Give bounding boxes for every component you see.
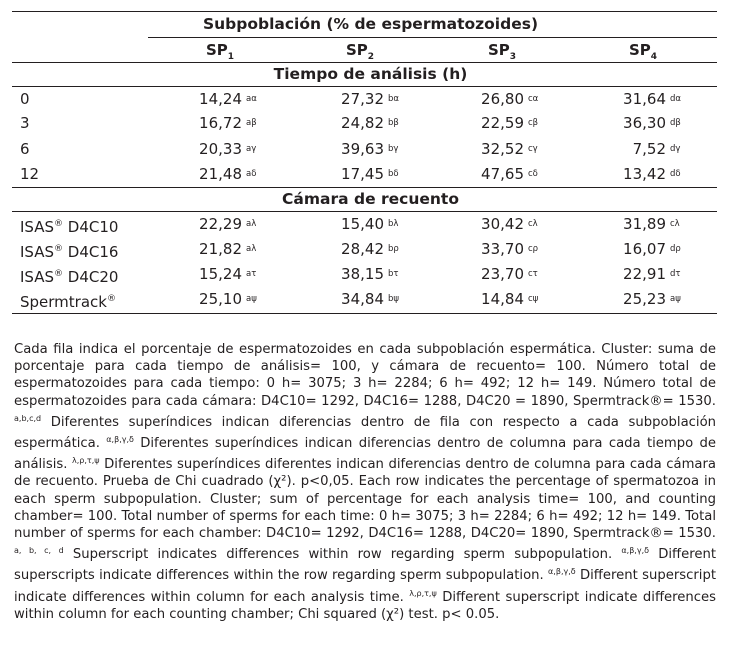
row-label-suffix: D4C20 — [63, 268, 119, 286]
table-title: Subpoblación (% de espermatozoides) — [202, 15, 539, 33]
cell-superscript: aψ — [246, 294, 257, 304]
table-cell — [304, 165, 384, 183]
column-header-subscript: 1 — [227, 52, 235, 62]
row-label-text: 0 — [20, 90, 30, 108]
footnote-text: Diferentes superíndices indican diferencias dentro de columna para cada tiempo de análisis. — [14, 436, 716, 473]
top-rule — [12, 11, 717, 12]
section-heading: Cámara de recuento — [282, 190, 459, 208]
table-cell-superscript — [243, 90, 262, 110]
title-rule — [148, 37, 717, 38]
registered-mark: ® — [54, 244, 64, 254]
cell-value: 22,29 — [199, 215, 242, 233]
cell-superscript: aδ — [246, 169, 257, 179]
cell-superscript: bα — [388, 94, 399, 104]
footnote-text: Diferentes superíndices diferentes indican diferencias dentro de columna para cada cámara de recuento. Prueba de Chi cuadrado (χ²). p<0,05. Each row indicates the percentage of spermatozoa in each sperm subpopulation. Cluster; sum of percentage for each analysis time= 100, and counting chamber= 100. Total number of sperms for each time: 0 h= 3075; 3 h= 2284; 6 h= 492; 12 h= 149. Total number of sperms for each chamber: D4C10= 1292, D4C16= 1288, D4C20= 1890, Spermtrack®= 1530. — [14, 457, 716, 542]
table-cell-superscript — [667, 90, 686, 110]
cell-value: 7,52 — [632, 140, 666, 158]
table-cell — [304, 265, 384, 283]
table-cell-superscript — [385, 290, 404, 310]
table-cell-superscript — [667, 240, 686, 260]
cell-value: 38,15 — [341, 265, 384, 283]
column-header-base: SP — [487, 41, 510, 59]
table-cell — [162, 265, 242, 283]
cell-value: 23,70 — [481, 265, 524, 283]
row-label-suffix: D4C10 — [63, 218, 119, 236]
row-label-text: 12 — [20, 165, 40, 183]
table-cell-superscript — [385, 165, 404, 185]
cell-value: 14,24 — [199, 90, 242, 108]
registered-mark: ® — [106, 294, 116, 304]
cell-value: 13,42 — [623, 165, 666, 183]
table-cell — [586, 290, 666, 308]
cell-value: 15,40 — [341, 215, 384, 233]
table-cell-superscript — [243, 165, 262, 185]
footnote-text: Different superscript indicate differences within column for each analysis time. — [14, 568, 716, 605]
column-header-subscript: 3 — [509, 52, 517, 62]
footnote-text: Superscript indicates differences within row regarding sperm subpopulation. — [63, 547, 622, 563]
table-cell — [304, 240, 384, 258]
cell-value: 16,07 — [623, 240, 666, 258]
table-cell-superscript — [243, 215, 262, 235]
table-cell — [444, 215, 524, 233]
table-cell — [162, 290, 242, 308]
cell-superscript: bτ — [388, 269, 399, 279]
table-cell — [586, 265, 666, 283]
table-cell — [304, 215, 384, 233]
cell-value: 17,45 — [341, 165, 384, 183]
table-cell — [444, 265, 524, 283]
footnote-superscript: α,β,γ,δ — [106, 435, 134, 445]
table-cell-superscript — [525, 265, 544, 285]
section-rule — [12, 187, 717, 188]
table-cell-superscript — [385, 265, 404, 285]
column-header-base: SP — [628, 41, 651, 59]
table-footnote — [14, 341, 716, 623]
cell-superscript: cβ — [528, 118, 539, 128]
footnote-text: Different superscript indicate differences within column for each counting chamber; Chi squared (χ²) test. p< 0.05. — [14, 589, 716, 622]
cell-superscript: cτ — [528, 269, 538, 279]
table-cell-superscript — [385, 240, 404, 260]
cell-value: 27,32 — [341, 90, 384, 108]
cell-value: 21,48 — [199, 165, 242, 183]
cell-value: 21,82 — [199, 240, 242, 258]
cell-value: 34,84 — [341, 290, 384, 308]
cell-value: 30,42 — [481, 215, 524, 233]
row-label — [20, 240, 118, 261]
table-cell-superscript — [525, 290, 544, 310]
row-label — [20, 165, 39, 183]
cell-superscript: bβ — [388, 118, 399, 128]
cell-value: 47,65 — [481, 165, 524, 183]
footnote-superscript: λ,ρ,τ,ψ — [409, 588, 437, 598]
row-label-text: Spermtrack — [20, 293, 107, 311]
table-cell — [586, 90, 666, 108]
cell-superscript: aβ — [246, 118, 257, 128]
table-cell-superscript — [667, 165, 686, 185]
cell-superscript: dα — [670, 94, 681, 104]
section-heading: Tiempo de análisis (h) — [273, 65, 468, 83]
cell-value: 20,33 — [199, 140, 242, 158]
table-cell-superscript — [525, 90, 544, 110]
cell-value: 36,30 — [623, 114, 666, 132]
table-cell — [586, 114, 666, 132]
table-cell — [586, 165, 666, 183]
table-cell — [162, 215, 242, 233]
cell-superscript: aλ — [246, 244, 257, 254]
cell-superscript: bρ — [388, 244, 399, 254]
cell-superscript: bδ — [388, 169, 399, 179]
cell-superscript: cα — [528, 94, 539, 104]
table-cell — [586, 215, 666, 233]
row-label-text: ISAS — [20, 268, 55, 286]
table-cell — [304, 290, 384, 308]
cell-superscript: cλ — [528, 219, 538, 229]
cell-value: 33,70 — [481, 240, 524, 258]
table-cell — [444, 114, 524, 132]
table-cell — [444, 90, 524, 108]
cell-value: 22,91 — [623, 265, 666, 283]
footnote-superscript: a,b,c,d — [14, 413, 42, 423]
table-cell-superscript — [385, 90, 404, 110]
table-cell — [444, 140, 524, 158]
table-cell-superscript — [525, 114, 544, 134]
cell-superscript: dγ — [670, 144, 681, 154]
cell-superscript: dτ — [670, 269, 681, 279]
registered-mark: ® — [54, 269, 64, 279]
table-cell-superscript — [385, 215, 404, 235]
table-cell — [162, 140, 242, 158]
cell-superscript: aλ — [246, 219, 257, 229]
cell-superscript: cλ — [670, 219, 680, 229]
table-cell — [162, 90, 242, 108]
table-cell — [586, 240, 666, 258]
table-cell-superscript — [667, 140, 686, 160]
table-cell-superscript — [243, 290, 262, 310]
table-cell — [444, 290, 524, 308]
cell-superscript: bγ — [388, 144, 399, 154]
section-rule — [12, 62, 717, 63]
cell-value: 14,84 — [481, 290, 524, 308]
cell-value: 25,10 — [199, 290, 242, 308]
table-cell-superscript — [525, 140, 544, 160]
cell-superscript: cψ — [528, 294, 539, 304]
row-label-text: 6 — [20, 140, 30, 158]
cell-value: 28,42 — [341, 240, 384, 258]
footnote-superscript: α,β,γ,δ — [621, 546, 650, 556]
bottom-rule — [12, 313, 717, 314]
cell-superscript: dρ — [670, 244, 681, 254]
table-cell-superscript — [243, 114, 262, 134]
table-cell-superscript — [243, 140, 262, 160]
table-cell-superscript — [243, 240, 262, 260]
table-cell-superscript — [667, 114, 686, 134]
footnote-text: Cada fila indica el porcentaje de espermatozoides en cada subpoblación espermática. Cluster: suma de porcentaje para cada tiempo de análisis= 100, y cámara de recuento= 100. Número total de espermatozoides para cada tiempo: 0 h= 3075; 3 h= 2284; 6 h= 492; 12 h= 149. Número total de espermatozoides para cada cámara: D4C10= 1292, D4C16= 1288, D4C20 = 1890, Spermtrack®= 1530. — [14, 342, 716, 409]
table-cell — [304, 114, 384, 132]
table-cell — [162, 165, 242, 183]
cell-value: 16,72 — [199, 114, 242, 132]
table-cell-superscript — [385, 140, 404, 160]
section-heading-rule — [12, 86, 717, 87]
table-cell — [444, 240, 524, 258]
table-cell-superscript — [525, 165, 544, 185]
column-header-subscript: 4 — [650, 52, 658, 62]
column-header-subscript: 2 — [367, 52, 375, 62]
cell-superscript: bψ — [388, 294, 400, 304]
row-label-text: ISAS — [20, 243, 55, 261]
table-cell-superscript — [525, 215, 544, 235]
footnote-superscript: λ,ρ,τ,ψ — [72, 456, 100, 466]
registered-mark: ® — [54, 219, 64, 229]
table-cell — [162, 240, 242, 258]
footnote-text: Different superscripts indicate differences within the row regarding sperm subpopulation. — [14, 547, 716, 584]
row-label — [20, 290, 116, 311]
table-cell-superscript — [243, 265, 262, 285]
table-cell-superscript — [525, 240, 544, 260]
footnote-superscript: α,β,γ,δ — [548, 567, 576, 577]
cell-value: 22,59 — [481, 114, 524, 132]
table-cell — [586, 140, 666, 158]
row-label-text: ISAS — [20, 218, 55, 236]
footnote-superscript: a, b, c, d — [14, 546, 64, 556]
row-label — [20, 265, 118, 286]
cell-superscript: bλ — [388, 219, 399, 229]
cell-superscript: cρ — [528, 244, 539, 254]
cell-value: 31,64 — [623, 90, 666, 108]
cell-superscript: cγ — [528, 144, 538, 154]
table-cell-superscript — [667, 265, 686, 285]
section-heading-rule — [12, 211, 717, 212]
table-cell-superscript — [667, 290, 686, 310]
cell-superscript: cδ — [528, 169, 538, 179]
table-cell-superscript — [385, 114, 404, 134]
table-cell-superscript — [667, 215, 686, 235]
cell-superscript: dδ — [670, 169, 681, 179]
cell-superscript: aα — [246, 94, 257, 104]
cell-value: 24,82 — [341, 114, 384, 132]
cell-superscript: aτ — [246, 269, 257, 279]
cell-value: 15,24 — [199, 265, 242, 283]
table-cell — [304, 90, 384, 108]
table-cell — [444, 165, 524, 183]
row-label — [20, 215, 118, 236]
cell-value: 25,23 — [623, 290, 666, 308]
table-cell — [162, 114, 242, 132]
row-label — [20, 90, 30, 108]
column-header-base: SP — [345, 41, 368, 59]
column-header-base: SP — [205, 41, 228, 59]
cell-superscript: aψ — [670, 294, 681, 304]
row-label — [20, 114, 30, 132]
cell-value: 39,63 — [341, 140, 384, 158]
row-label-text: 3 — [20, 114, 30, 132]
cell-value: 31,89 — [623, 215, 666, 233]
cell-value: 26,80 — [481, 90, 524, 108]
cell-value: 32,52 — [481, 140, 524, 158]
table-cell — [304, 140, 384, 158]
row-label-suffix: D4C16 — [63, 243, 119, 261]
cell-superscript: aγ — [246, 144, 257, 154]
row-label — [20, 140, 30, 158]
cell-superscript: dβ — [670, 118, 681, 128]
footnote-text: Diferentes superíndices indican diferencias dentro de fila con respecto a cada subpoblación espermática. — [14, 414, 716, 452]
